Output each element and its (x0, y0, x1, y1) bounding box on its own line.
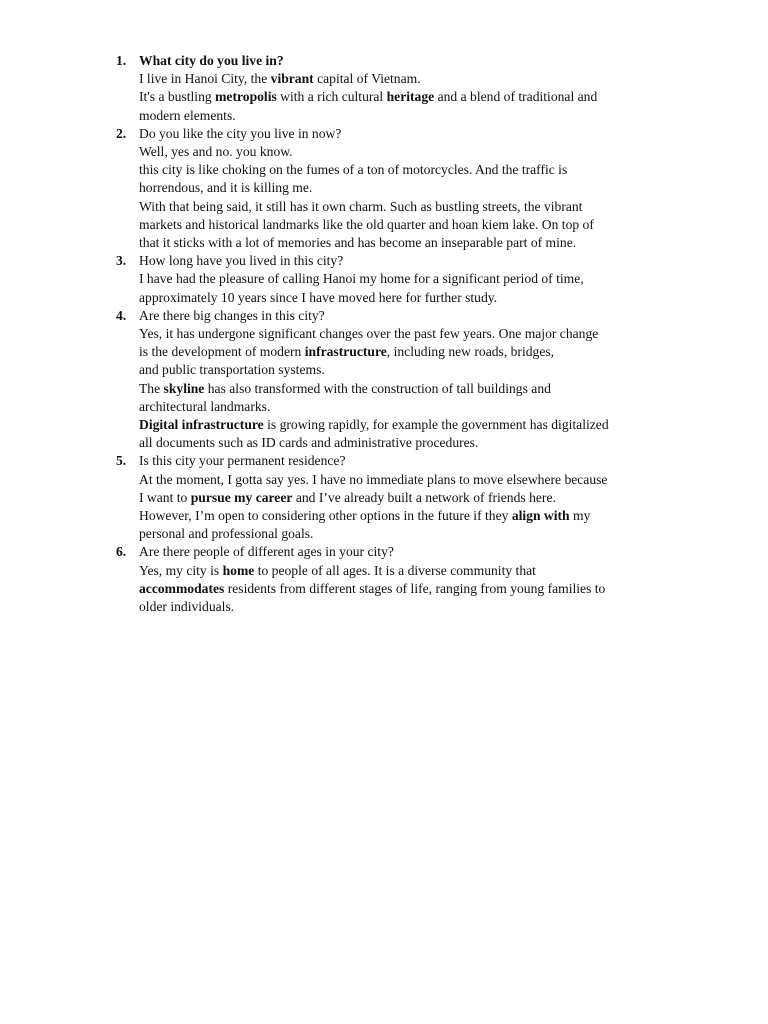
answer-text: Yes, my city is (139, 562, 223, 578)
answer-line (139, 216, 672, 234)
answer-text: However, I’m open to considering other options in the future if they (139, 508, 512, 524)
answer-line (139, 70, 672, 88)
answer-text: horrendous, and it is killing me. (139, 180, 313, 196)
key-phrase: home (222, 562, 255, 578)
key-phrase: metropolis (215, 89, 277, 105)
answer-text: architectural landmarks. (139, 398, 271, 414)
answer-text: residents from different stages of life, ranging from young families to (224, 580, 606, 596)
key-phrase: Digital infrastructure (139, 417, 264, 433)
answer-text: I have had the pleasure of calling Hanoi my home for a significant period of time, (139, 271, 584, 287)
answer-line (139, 198, 672, 216)
qa-item (112, 452, 672, 543)
key-phrase: heritage (386, 89, 435, 105)
answer-line (139, 143, 672, 161)
answer-text: and a blend of traditional and (434, 89, 598, 105)
item-number: 6. (116, 544, 127, 560)
question-text: How long have you lived in this city? (139, 253, 344, 269)
question-text: Is this city your permanent residence? (139, 453, 346, 469)
answer-text: I want to (139, 489, 191, 505)
key-phrase: accommodates (139, 580, 225, 596)
answer-line (139, 580, 672, 598)
answer-text: my (569, 508, 591, 524)
answer-line (139, 489, 672, 507)
qa-item (112, 543, 672, 616)
answer-text: At the moment, I gotta say yes. I have no immediate plans to move elsewhere because (139, 471, 608, 487)
answer-text: is growing rapidly, for example the government has digitalized (263, 417, 609, 433)
item-number: 5. (116, 453, 127, 469)
key-phrase: pursue my career (190, 489, 293, 505)
answer-text: Well, yes and no. you know. (139, 144, 293, 160)
answer-text: It's a bustling (139, 89, 216, 105)
answer-line (139, 598, 672, 616)
question-text: What city do you live in? (139, 53, 284, 68)
item-number: 4. (116, 307, 127, 323)
item-number: 2. (116, 125, 127, 141)
answer-text: that it sticks with a lot of memories and has become an inseparable part of mine. (139, 235, 577, 251)
answer-line (139, 107, 672, 125)
answer-line (139, 270, 672, 288)
question-text: Do you like the city you live in now? (139, 125, 342, 141)
answer-line (139, 161, 672, 179)
answer-line (139, 289, 672, 307)
answer-text: this city is like choking on the fumes of a ton of motorcycles. And the traffic is (139, 162, 568, 178)
answer-text: modern elements. (139, 107, 236, 123)
answer-text: Yes, it has undergone significant changes over the past few years. One major change (139, 326, 599, 342)
answer-text: and I’ve already built a network of friends here. (292, 489, 556, 505)
answer-text: With that being said, it still has it own charm. Such as bustling streets, the vibrant (139, 198, 583, 214)
answer-line (139, 525, 672, 543)
answer-text: capital of Vietnam. (313, 71, 421, 87)
answer-line (139, 343, 672, 361)
answer-line (139, 325, 672, 343)
answer-line (139, 507, 672, 525)
answer-line (139, 434, 672, 452)
key-phrase: vibrant (270, 71, 314, 87)
qa-item (112, 125, 672, 252)
answer-text: personal and professional goals. (139, 526, 314, 542)
answer-text: markets and historical landmarks like the old quarter and hoan kiem lake. On top of (139, 216, 594, 232)
answer-text: all documents such as ID cards and administrative procedures. (139, 435, 479, 451)
answer-line (139, 234, 672, 252)
answer-text: The (139, 380, 164, 396)
qa-item (112, 307, 672, 453)
item-number: 1. (116, 53, 127, 68)
key-phrase: align with (511, 508, 570, 524)
answer-text: is the development of modern (139, 344, 305, 360)
qa-list (112, 52, 672, 616)
answer-text: and public transportation systems. (139, 362, 325, 378)
answer-line (139, 471, 672, 489)
answer-line (139, 88, 672, 106)
qa-item (112, 52, 672, 125)
key-phrase: infrastructure (304, 344, 387, 360)
answer-line (139, 179, 672, 197)
answer-text: older individuals. (139, 599, 235, 615)
answer-line (139, 562, 672, 580)
answer-line (139, 361, 672, 379)
item-number: 3. (116, 253, 127, 269)
answer-text: has also transformed with the construction of tall buildings and (204, 380, 551, 396)
answer-text: with a rich cultural (276, 89, 387, 105)
key-phrase: skyline (163, 380, 205, 396)
answer-line (139, 380, 672, 398)
answer-text: to people of all ages. It is a diverse community that (254, 562, 536, 578)
answer-line (139, 398, 672, 416)
qa-item (112, 252, 672, 307)
question-text: Are there people of different ages in your city? (139, 544, 394, 560)
answer-text: approximately 10 years since I have moved here for further study. (139, 289, 498, 305)
answer-line (139, 416, 672, 434)
question-text: Are there big changes in this city? (139, 307, 325, 323)
answer-text: , including new roads, bridges, (386, 344, 555, 360)
answer-text: I live in Hanoi City, the (139, 71, 271, 87)
